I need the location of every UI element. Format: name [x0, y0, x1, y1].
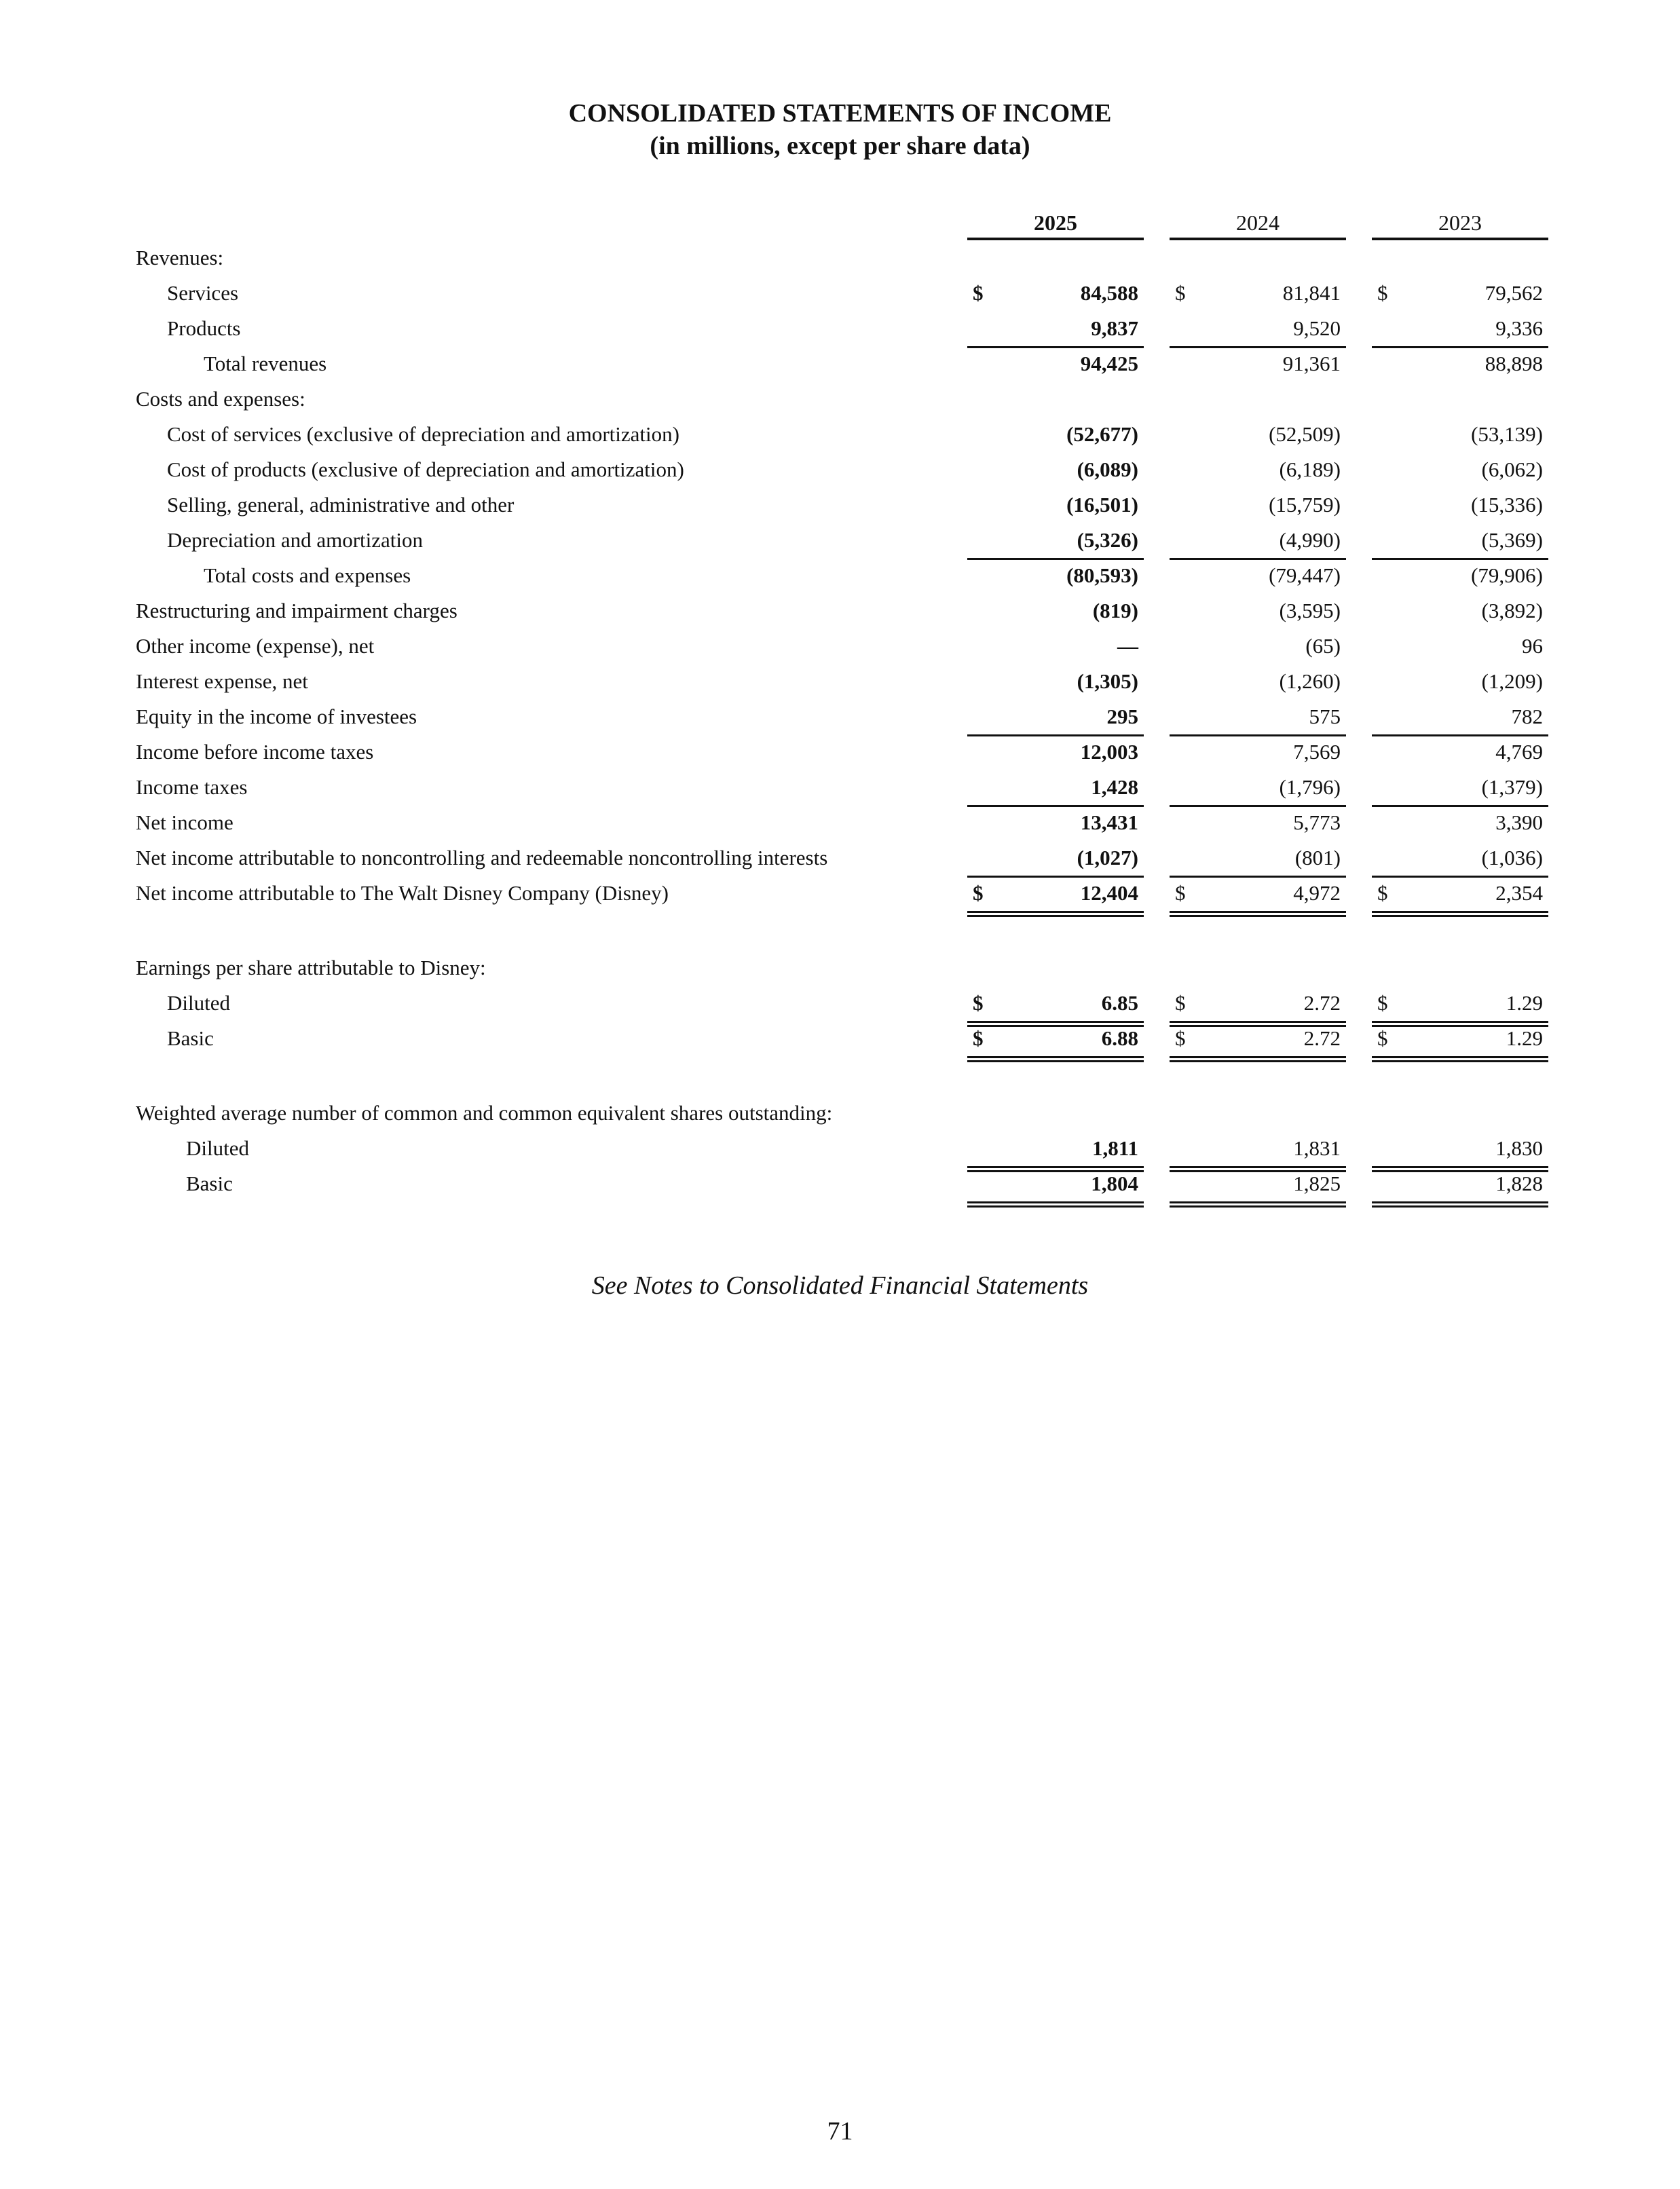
value-cell-2024 — [1170, 1166, 1346, 1208]
row-label: Total revenues — [204, 352, 327, 375]
value-cell-2025 — [967, 805, 1144, 840]
currency-symbol: $ — [1175, 281, 1186, 305]
cell-value: 5,773 — [1293, 810, 1341, 834]
cell-value: (5,326) — [1077, 528, 1138, 552]
statement-subtitle: (in millions, except per share data) — [650, 132, 1030, 160]
table-row — [0, 311, 1680, 346]
table-row — [0, 523, 1680, 558]
value-cell-2024 — [1170, 558, 1346, 593]
column-header-2024: 2024 — [1236, 210, 1280, 235]
row-label: Basic — [167, 1026, 214, 1050]
table-row — [0, 1166, 1680, 1201]
cell-value: 1.29 — [1506, 991, 1543, 1015]
cell-value: (1,796) — [1279, 775, 1341, 799]
cell-value: (1,305) — [1077, 669, 1138, 693]
value-cell-2025 — [967, 417, 1144, 452]
cell-value: (6,189) — [1279, 457, 1341, 481]
cell-value: 575 — [1309, 705, 1341, 728]
cell-value: 1,811 — [1091, 1136, 1138, 1160]
value-cell-2023 — [1372, 276, 1548, 311]
cell-value: 96 — [1522, 634, 1543, 658]
cell-value: 1,428 — [1091, 775, 1138, 799]
cell-value: 91,361 — [1282, 352, 1341, 375]
currency-symbol: $ — [1377, 281, 1388, 305]
cell-value: 4,769 — [1495, 740, 1543, 764]
cell-value: (16,501) — [1066, 493, 1138, 517]
value-cell-2025 — [967, 346, 1144, 381]
table-row — [0, 950, 1680, 986]
row-label: Depreciation and amortization — [167, 528, 424, 552]
cell-value: (1,209) — [1481, 669, 1543, 693]
table-row — [0, 452, 1680, 487]
cell-value: (53,139) — [1471, 422, 1543, 446]
table-row — [0, 770, 1680, 805]
cell-value: 6.85 — [1101, 991, 1138, 1015]
value-cell-2023 — [1372, 593, 1548, 629]
table-row — [0, 487, 1680, 523]
value-cell-2023 — [1372, 1166, 1548, 1208]
value-cell-2023 — [1372, 805, 1548, 840]
value-cell-2024 — [1170, 1021, 1346, 1062]
value-cell-2024 — [1170, 876, 1346, 917]
table-row — [0, 699, 1680, 734]
cell-value: — — [1117, 634, 1138, 658]
cell-value: 1,825 — [1293, 1172, 1341, 1195]
value-cell-2025 — [967, 699, 1144, 736]
table-row — [0, 876, 1680, 911]
value-cell-2024 — [1170, 734, 1346, 770]
value-cell-2024 — [1170, 629, 1346, 664]
table-row — [0, 381, 1680, 417]
value-cell-2024 — [1170, 805, 1346, 840]
value-cell-2024 — [1170, 276, 1346, 311]
value-cell-2023 — [1372, 876, 1548, 917]
row-label: Interest expense, net — [136, 669, 308, 693]
footer-note: See Notes to Consolidated Financial Statements — [591, 1271, 1089, 1300]
cell-value: (1,036) — [1481, 846, 1543, 869]
table-row — [0, 629, 1680, 664]
value-cell-2024 — [1170, 699, 1346, 736]
cell-value: 2.72 — [1303, 1026, 1341, 1050]
cell-value: 79,562 — [1485, 281, 1543, 305]
currency-symbol: $ — [1175, 991, 1186, 1015]
value-cell-2024 — [1170, 840, 1346, 878]
row-label: Weighted average number of common and common equivalent shares outstanding: — [136, 1101, 833, 1125]
value-cell-2023 — [1372, 523, 1548, 560]
cell-value: 9,336 — [1495, 316, 1543, 340]
currency-symbol: $ — [973, 881, 984, 905]
cell-value: (79,906) — [1471, 563, 1543, 587]
value-cell-2025 — [967, 876, 1144, 917]
row-label: Selling, general, administrative and other — [167, 493, 515, 517]
page-number: 71 — [827, 2117, 853, 2146]
value-cell-2024 — [1170, 523, 1346, 560]
table-row — [0, 840, 1680, 876]
value-cell-2025 — [967, 1166, 1144, 1208]
value-cell-2024 — [1170, 417, 1346, 452]
currency-symbol: $ — [1377, 991, 1388, 1015]
row-label: Services — [167, 281, 239, 305]
cell-value: (819) — [1092, 599, 1138, 622]
column-header-2023: 2023 — [1438, 210, 1482, 235]
value-cell-2025 — [967, 593, 1144, 629]
row-label: Income before income taxes — [136, 740, 374, 764]
row-label: Cost of services (exclusive of depreciation and amortization) — [167, 422, 679, 446]
cell-value: 13,431 — [1080, 810, 1138, 834]
table-row — [0, 558, 1680, 593]
value-cell-2023 — [1372, 346, 1548, 381]
value-cell-2024 — [1170, 593, 1346, 629]
column-header-2025: 2025 — [1034, 210, 1077, 235]
value-cell-2023 — [1372, 452, 1548, 487]
value-cell-2025 — [967, 523, 1144, 560]
row-label: Equity in the income of investees — [136, 705, 417, 728]
table-row — [0, 276, 1680, 311]
row-label: Net income attributable to The Walt Disney Company (Disney) — [136, 881, 669, 905]
cell-value: 94,425 — [1080, 352, 1138, 375]
value-cell-2023 — [1372, 840, 1548, 878]
cell-value: (4,990) — [1279, 528, 1341, 552]
row-label: Total costs and expenses — [204, 563, 411, 587]
cell-value: (3,595) — [1279, 599, 1341, 622]
cell-value: 12,003 — [1080, 740, 1138, 764]
value-cell-2024 — [1170, 452, 1346, 487]
row-label: Income taxes — [136, 775, 248, 799]
table-row — [0, 346, 1680, 381]
value-cell-2024 — [1170, 311, 1346, 348]
cell-value: 1,831 — [1293, 1136, 1341, 1160]
row-label: Earnings per share attributable to Disney: — [136, 956, 486, 979]
cell-value: 9,837 — [1091, 316, 1138, 340]
cell-value: 88,898 — [1485, 352, 1543, 375]
cell-value: (3,892) — [1481, 599, 1543, 622]
cell-value: (65) — [1305, 634, 1341, 658]
currency-symbol: $ — [1175, 881, 1186, 905]
table-row — [0, 1096, 1680, 1131]
cell-value: (15,336) — [1471, 493, 1543, 517]
table-row — [0, 593, 1680, 629]
value-cell-2025 — [967, 770, 1144, 807]
value-cell-2023 — [1372, 487, 1548, 523]
value-cell-2024 — [1170, 487, 1346, 523]
cell-value: 9,520 — [1293, 316, 1341, 340]
cell-value: (52,509) — [1269, 422, 1341, 446]
value-cell-2025 — [967, 1021, 1144, 1062]
value-cell-2024 — [1170, 664, 1346, 699]
cell-value: 4,972 — [1293, 881, 1341, 905]
cell-value: (1,027) — [1077, 846, 1138, 869]
cell-value: 3,390 — [1495, 810, 1543, 834]
value-cell-2023 — [1372, 664, 1548, 699]
cell-value: 7,569 — [1293, 740, 1341, 764]
currency-symbol: $ — [1175, 1026, 1186, 1050]
value-cell-2023 — [1372, 1021, 1548, 1062]
cell-value: (5,369) — [1481, 528, 1543, 552]
value-cell-2025 — [967, 664, 1144, 699]
currency-symbol: $ — [1377, 881, 1388, 905]
cell-value: 2,354 — [1495, 881, 1543, 905]
row-label: Net income — [136, 810, 234, 834]
table-row — [0, 1021, 1680, 1056]
row-label: Diluted — [186, 1136, 249, 1160]
cell-value: 1,804 — [1091, 1172, 1138, 1195]
currency-symbol: $ — [1377, 1026, 1388, 1050]
cell-value: 2.72 — [1303, 991, 1341, 1015]
cell-value: 1.29 — [1506, 1026, 1543, 1050]
cell-value: 84,588 — [1080, 281, 1138, 305]
value-cell-2023 — [1372, 558, 1548, 593]
table-row — [0, 417, 1680, 452]
value-cell-2025 — [967, 452, 1144, 487]
row-label: Basic — [186, 1172, 233, 1195]
row-label: Cost of products (exclusive of depreciation and amortization) — [167, 457, 684, 481]
row-label: Products — [167, 316, 241, 340]
value-cell-2025 — [967, 276, 1144, 311]
row-label: Other income (expense), net — [136, 634, 375, 658]
cell-value: 12,404 — [1080, 881, 1138, 905]
value-cell-2023 — [1372, 311, 1548, 348]
cell-value: 1,830 — [1495, 1136, 1543, 1160]
table-row — [0, 986, 1680, 1021]
table-row — [0, 734, 1680, 770]
currency-symbol: $ — [973, 281, 984, 305]
value-cell-2025 — [967, 311, 1144, 348]
value-cell-2024 — [1170, 346, 1346, 381]
value-cell-2023 — [1372, 770, 1548, 807]
row-label: Revenues: — [136, 246, 224, 269]
cell-value: (80,593) — [1066, 563, 1138, 587]
value-cell-2025 — [967, 840, 1144, 878]
table-row — [0, 805, 1680, 840]
cell-value: (79,447) — [1269, 563, 1341, 587]
value-cell-2025 — [967, 558, 1144, 593]
cell-value: 1,828 — [1495, 1172, 1543, 1195]
value-cell-2023 — [1372, 699, 1548, 736]
cell-value: 295 — [1106, 705, 1138, 728]
statement-title: CONSOLIDATED STATEMENTS OF INCOME — [568, 99, 1112, 128]
table-row — [0, 240, 1680, 276]
cell-value: 782 — [1511, 705, 1543, 728]
value-cell-2023 — [1372, 734, 1548, 770]
cell-value: (801) — [1294, 846, 1341, 869]
value-cell-2023 — [1372, 629, 1548, 664]
currency-symbol: $ — [973, 1026, 984, 1050]
cell-value: (6,089) — [1077, 457, 1138, 481]
cell-value: (1,379) — [1481, 775, 1543, 799]
cell-value: 81,841 — [1282, 281, 1341, 305]
row-label: Costs and expenses: — [136, 387, 305, 411]
value-cell-2025 — [967, 629, 1144, 664]
cell-value: (52,677) — [1066, 422, 1138, 446]
table-row — [0, 664, 1680, 699]
currency-symbol: $ — [973, 991, 984, 1015]
row-label: Net income attributable to noncontrolling and redeemable noncontrolling interests — [136, 846, 828, 869]
cell-value: (15,759) — [1269, 493, 1341, 517]
value-cell-2024 — [1170, 770, 1346, 807]
table-row — [0, 1131, 1680, 1166]
cell-value: 6.88 — [1101, 1026, 1138, 1050]
value-cell-2023 — [1372, 417, 1548, 452]
row-label: Restructuring and impairment charges — [136, 599, 458, 622]
value-cell-2025 — [967, 734, 1144, 770]
cell-value: (6,062) — [1481, 457, 1543, 481]
row-label: Diluted — [167, 991, 230, 1015]
value-cell-2025 — [967, 487, 1144, 523]
cell-value: (1,260) — [1279, 669, 1341, 693]
